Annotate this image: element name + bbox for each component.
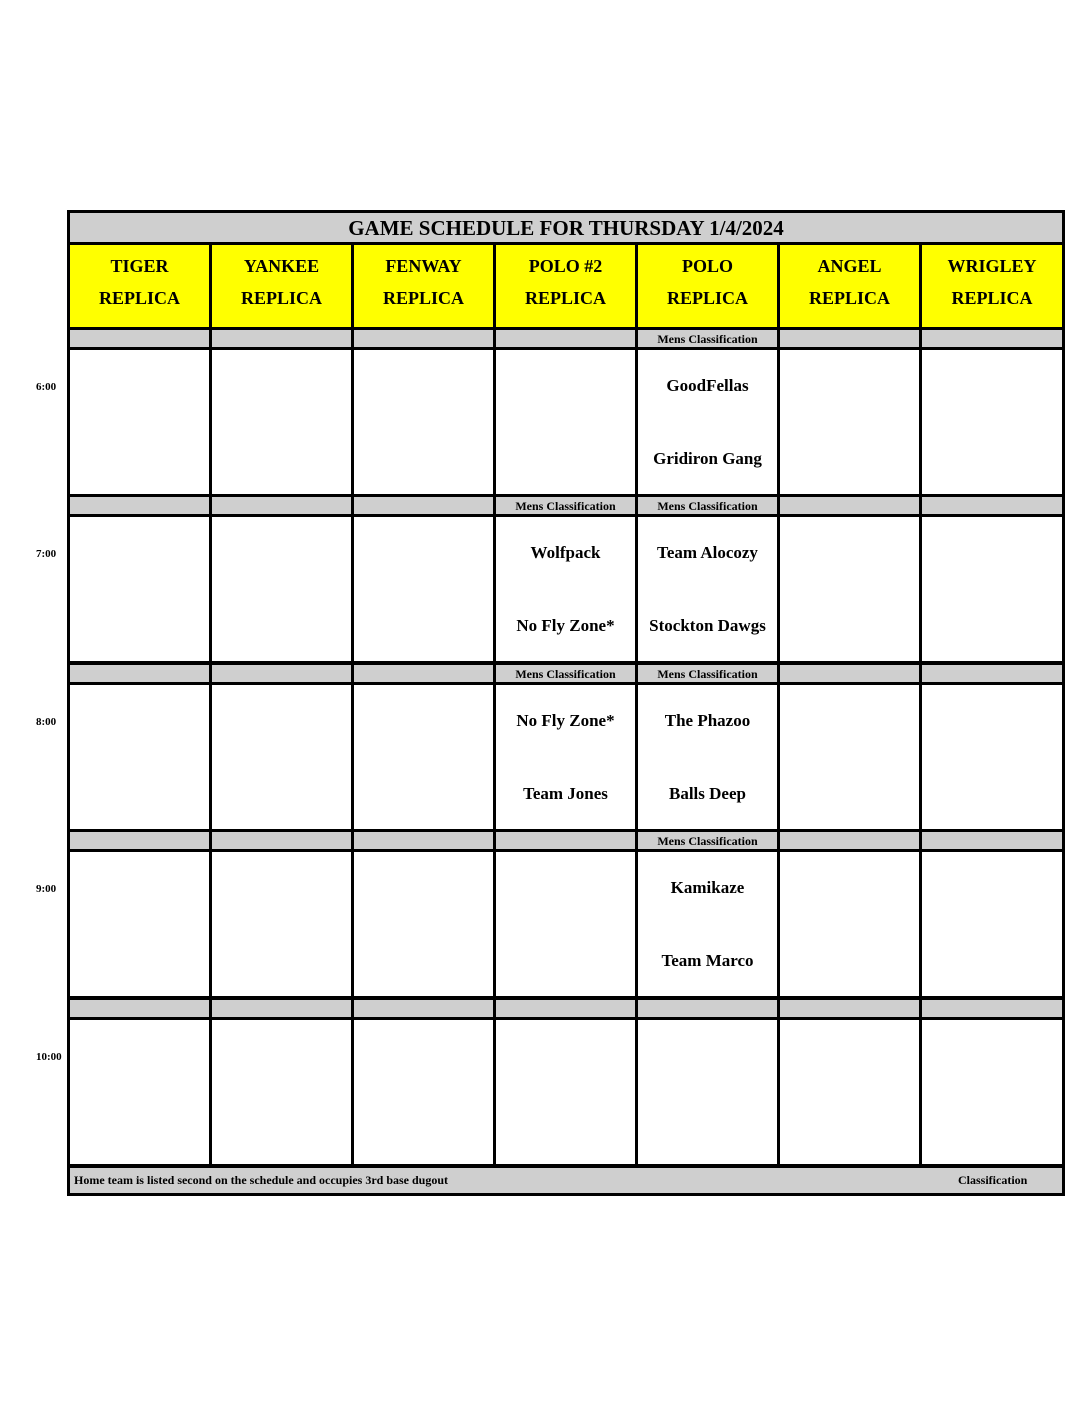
field-type: REPLICA bbox=[951, 288, 1033, 308]
game-slot bbox=[780, 350, 919, 494]
game-slot bbox=[354, 517, 493, 661]
game-slot bbox=[354, 685, 493, 829]
game-slot bbox=[354, 852, 493, 996]
classification-cell bbox=[354, 1000, 493, 1017]
game-slot bbox=[780, 852, 919, 996]
classification-cell bbox=[70, 1000, 209, 1017]
classification-cell bbox=[212, 832, 351, 849]
classification-cell: Mens Classification bbox=[496, 665, 635, 682]
classification-cell bbox=[922, 832, 1062, 849]
classification-cell bbox=[922, 330, 1062, 347]
away-team: GoodFellas bbox=[666, 376, 749, 395]
game-slot bbox=[70, 350, 209, 494]
classification-cell bbox=[354, 832, 493, 849]
home-team: No Fly Zone* bbox=[516, 616, 615, 635]
classification-cell bbox=[496, 1000, 635, 1017]
time-label: 6:00 bbox=[36, 381, 57, 393]
classification-cell: Mens Classification bbox=[496, 497, 635, 514]
footer-note: Home team is listed second on the schedule and occupies 3rd base dugout bbox=[74, 1173, 449, 1187]
game-slot bbox=[496, 1020, 635, 1164]
field-header bbox=[496, 245, 635, 327]
time-label: 9:00 bbox=[36, 883, 57, 895]
game-slot bbox=[496, 517, 635, 661]
classification-cell bbox=[70, 330, 209, 347]
classification-cell bbox=[70, 497, 209, 514]
game-slot bbox=[922, 852, 1062, 996]
game-slot bbox=[780, 517, 919, 661]
away-team: No Fly Zone* bbox=[516, 711, 615, 730]
game-slot bbox=[638, 517, 777, 661]
classification-cell bbox=[780, 832, 919, 849]
away-team: The Phazoo bbox=[664, 711, 751, 730]
game-slot bbox=[70, 685, 209, 829]
classification-cell bbox=[212, 665, 351, 682]
game-slot bbox=[212, 1020, 351, 1164]
schedule-table bbox=[67, 210, 1065, 1196]
game-slot bbox=[354, 350, 493, 494]
game-slot bbox=[212, 350, 351, 494]
game-slot bbox=[922, 685, 1062, 829]
classification-cell: Mens Classification bbox=[638, 497, 777, 514]
game-slot bbox=[354, 1020, 493, 1164]
field-type: REPLICA bbox=[382, 288, 464, 308]
game-slot bbox=[638, 350, 777, 494]
classification-cell bbox=[780, 497, 919, 514]
home-team: Gridiron Gang bbox=[653, 449, 762, 468]
field-header bbox=[780, 245, 919, 327]
classification-cell bbox=[780, 330, 919, 347]
time-label: 7:00 bbox=[36, 548, 57, 560]
game-slot bbox=[922, 350, 1062, 494]
classification-cell bbox=[922, 1000, 1062, 1017]
game-slot bbox=[70, 1020, 209, 1164]
game-slot bbox=[496, 350, 635, 494]
game-slot bbox=[780, 1020, 919, 1164]
field-name: POLO bbox=[681, 256, 733, 276]
classification-cell bbox=[70, 665, 209, 682]
field-type: REPLICA bbox=[98, 288, 180, 308]
field-header bbox=[638, 245, 777, 327]
classification-cell bbox=[354, 497, 493, 514]
classification-cell: Mens Classification bbox=[638, 832, 777, 849]
classification-cell bbox=[212, 330, 351, 347]
field-type: REPLICA bbox=[666, 288, 748, 308]
field-header bbox=[354, 245, 493, 327]
game-slot bbox=[638, 1020, 777, 1164]
time-label: 10:00 bbox=[36, 1051, 62, 1063]
field-type: REPLICA bbox=[808, 288, 890, 308]
away-team: Wolfpack bbox=[530, 543, 601, 562]
classification-cell bbox=[212, 497, 351, 514]
time-label: 8:00 bbox=[36, 716, 57, 728]
classification-cell bbox=[354, 665, 493, 682]
home-team: Balls Deep bbox=[669, 784, 746, 803]
classification-cell bbox=[638, 1000, 777, 1017]
schedule-title: GAME SCHEDULE FOR THURSDAY 1/4/2024 bbox=[70, 213, 1062, 242]
field-header bbox=[70, 245, 209, 327]
classification-cell bbox=[922, 497, 1062, 514]
field-name: POLO #2 bbox=[528, 256, 603, 276]
classification-cell bbox=[212, 1000, 351, 1017]
game-slot bbox=[212, 517, 351, 661]
field-header bbox=[922, 245, 1062, 327]
game-slot bbox=[496, 685, 635, 829]
field-type: REPLICA bbox=[524, 288, 606, 308]
classification-cell bbox=[922, 665, 1062, 682]
home-team: Stockton Dawgs bbox=[649, 616, 766, 635]
game-slot bbox=[212, 685, 351, 829]
classification-cell bbox=[496, 330, 635, 347]
game-slot bbox=[638, 685, 777, 829]
home-team: Team Marco bbox=[661, 951, 754, 970]
away-team: Kamikaze bbox=[670, 878, 745, 897]
field-name: TIGER bbox=[110, 256, 169, 276]
game-slot bbox=[70, 517, 209, 661]
away-team: Team Alocozy bbox=[657, 543, 758, 562]
game-slot bbox=[70, 852, 209, 996]
field-name: ANGEL bbox=[817, 256, 882, 276]
field-type: REPLICA bbox=[240, 288, 322, 308]
field-name: YANKEE bbox=[243, 256, 320, 276]
footer-classification-label: Classification bbox=[958, 1173, 1028, 1187]
home-team: Team Jones bbox=[523, 784, 608, 803]
classification-cell: Mens Classification bbox=[638, 665, 777, 682]
classification-cell bbox=[70, 832, 209, 849]
game-slot bbox=[922, 517, 1062, 661]
classification-cell bbox=[496, 832, 635, 849]
footer-bar bbox=[70, 1168, 1062, 1193]
game-slot bbox=[496, 852, 635, 996]
field-name: FENWAY bbox=[385, 256, 462, 276]
classification-cell bbox=[354, 330, 493, 347]
field-name: WRIGLEY bbox=[947, 256, 1037, 276]
field-header bbox=[212, 245, 351, 327]
game-slot bbox=[638, 852, 777, 996]
classification-cell bbox=[780, 1000, 919, 1017]
game-slot bbox=[780, 685, 919, 829]
game-slot bbox=[212, 852, 351, 996]
game-slot bbox=[922, 1020, 1062, 1164]
classification-cell bbox=[780, 665, 919, 682]
classification-cell: Mens Classification bbox=[638, 330, 777, 347]
